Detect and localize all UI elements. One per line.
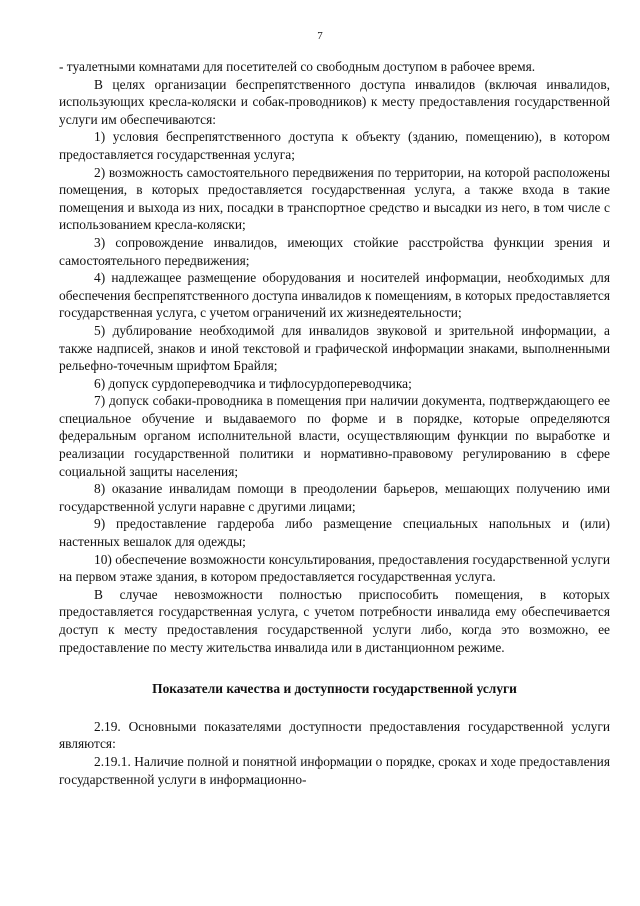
page-number: 7 <box>317 30 323 42</box>
list-item-6: 6) допуск сурдопереводчика и тифлосурдопереводчика; <box>94 375 412 391</box>
clause-2-19-paragraph: 2.19. Основными показателями доступности предоставления государственной услуги являются: <box>59 718 610 752</box>
intro-fragment-paragraph: - туалетными комнатами для посетителей со свободным доступом в рабочее время. <box>59 59 536 74</box>
section-heading: Показатели качества и доступности государственной услуги <box>152 681 517 697</box>
list-item-4: 4) надлежащее размещение оборудования и носителей информации, необходимых для обеспечения беспрепятственного доступа инвалидов к помещениям, в которых предоставляется государственная услуга, с учетом ограничений их жизнедеятельности; <box>59 270 610 321</box>
impossibility-paragraph: В случае невозможности полностью приспособить помещения, в которых предоставляется государственная услуга, с учетом потребности инвалида ему обеспечивается доступ к месту предоставления государственной услуги либо, когда это возможно, ее предоставление по месту жительства инвалида или в дистанционном режиме. <box>59 586 610 655</box>
list-item-8: 8) оказание инвалидам помощи в преодолении барьеров, мешающих получению ими государственной услуги наравне с другими лицами; <box>59 481 610 514</box>
clause-2-19-1-paragraph: 2.19.1. Наличие полной и понятной информации о порядке, сроках и ходе предоставления государственной услуги в информационно- <box>59 753 610 787</box>
list-item-7: 7) допуск собаки-проводника в помещения при наличии документа, подтверждающего ее специальное обучение и выдаваемого по форме и в порядке, которые определяются федеральным органом исполнительной власти, осуществляющим функции по выработке и реализации государственной политики и нормативно-правовому регулированию в сфере социальной защиты населения; <box>59 393 610 479</box>
list-item-1: 1) условия беспрепятственного доступа к объекту (зданию, помещению), в котором предоставляется государственная услуга; <box>59 129 610 162</box>
list-item-5: 5) дублирование необходимой для инвалидов звуковой и зрительной информации, а также надписей, знаков и иной текстовой и графической информации знаками, выполненными рельефно-точечным шрифтом Брайля; <box>59 322 610 374</box>
document-body <box>59 58 610 788</box>
list-item-3: 3) сопровождение инвалидов, имеющих стойкие расстройства функции зрения и самостоятельного передвижения; <box>59 234 610 268</box>
list-item-9: 9) предоставление гардероба либо размещение специальных напольных и (или) настенных вешалок для одежды; <box>59 516 610 550</box>
accessibility-intro-paragraph: В целях организации беспрепятственного доступа инвалидов (включая инвалидов, использующих кресла-коляски и собак-проводников) к месту предоставления государственной услуги им обеспечиваются: <box>59 76 610 127</box>
list-item-2: 2) возможность самостоятельного передвижения по территории, на которой расположены помещения, в которых предоставляется государственная услуга, а также входа в такие помещения и выхода из них, посадки в транспортное средство и высадки из него, в том числе с использованием кресла-коляски; <box>59 164 610 233</box>
list-item-10: 10) обеспечение возможности консультирования, предоставления государственной услуги на первом этаже здания, в котором предоставляется государственная услуга. <box>59 551 610 585</box>
